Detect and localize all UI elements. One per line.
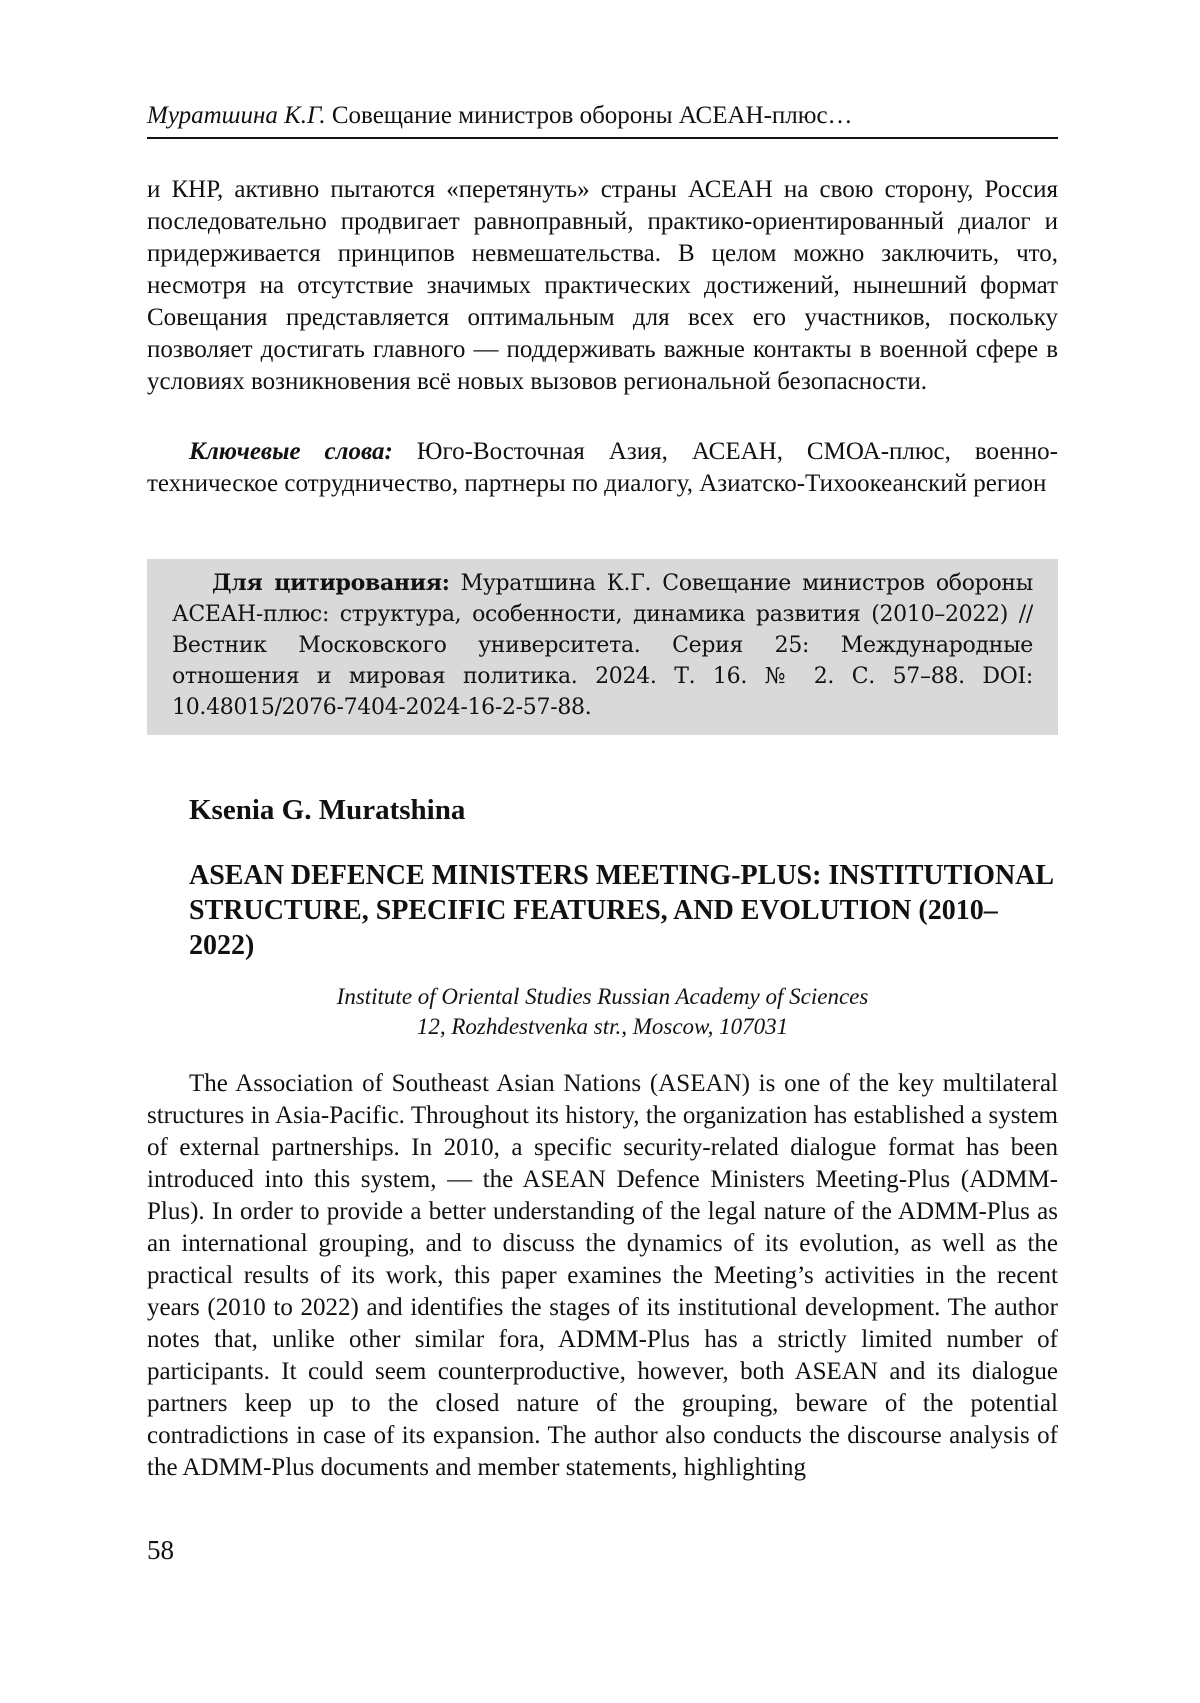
english-abstract-text: The Association of Southeast Asian Nations (ASEAN) is one of the key multilateral structures in Asia-Pacific. Throughout its history, the organization has established a system of external partnerships. In 2010, a specific security-related dialogue format has been introduced into this system, — the ASEAN Defence Ministers Meeting-Plus (ADMM-Plus). In order to provide a better understanding of the legal nature of the ADMM-Plus as an international grouping, and to discuss the dynamics of its evolution, as well as the practical results of its work, this paper examines the Meeting’s activities in the recent years (2010 to 2022) and identifies the stages of its institutional development. The author notes that, unlike other similar fora, ADMM-Plus has a strictly limited number of participants. It could seem counterproductive, however, both ASEAN and its dialogue partners keep up to the closed nature of the grouping, beware of the potential contradictions in case of its expansion. The author also conducts the discourse analysis of the ADMM-Plus documents and member statements, highlighting <box>147 1070 1058 1481</box>
english-affiliation <box>147 982 1058 1042</box>
citation-box <box>147 559 1058 735</box>
running-head-author: Муратшина К.Г. <box>147 102 326 129</box>
english-article-title: ASEAN DEFENCE MINISTERS MEETING-PLUS: INSTITUTIONAL STRUCTURE, SPECIFIC FEATURES, AND EVOLUTION (2010–2022) <box>189 860 1053 961</box>
russian-abstract-text: и КНР, активно пытаются «перетянуть» страны АСЕАН на свою сторону, Россия последовательно продвигает равноправный, практико-ориентированный диалог и придерживается принципов невмешательства. В целом можно заключить, что, несмотря на отсутствие значимых практических достижений, нынешний формат Совещания представляется оптимальным для всех его участников, поскольку позволяет достигать главного — поддерживать важные контакты в военной сфере в условиях возникновения всё новых вызовов региональной безопасности. <box>147 176 1058 395</box>
citation-label: Для цитирования: <box>212 570 450 596</box>
page-number: 58 <box>147 1535 174 1565</box>
english-author-name: Ksenia G. Muratshina <box>189 794 466 826</box>
affiliation-address: 12, Rozhdestvenka str., Moscow, 107031 <box>416 1014 789 1039</box>
citation-text: Муратшина К.Г. Совещание министров обороны АСЕАН-плюс: структура, особенности, динамика развития (2010–2022) // Вестник Московского университета. Серия 25: Международные отношения и мировая политика. 2024. Т. 16. № 2. С. 57–88. DOI: 10.48015/2076-7404-2024-16-2-57-88. <box>172 571 1033 720</box>
keywords-label: Ключевые слова: <box>189 438 393 465</box>
keywords-text: Юго-Восточная Азия, АСЕАН, СМОА-плюс, военно-техническое сотрудничество, партнеры по диалогу, Азиатско-Тихоокеанский регион <box>147 438 1058 497</box>
russian-keywords <box>147 436 1058 500</box>
running-head-title: Совещание министров обороны АСЕАН-плюс… <box>331 102 853 129</box>
running-head <box>147 100 1058 139</box>
affiliation-institute: Institute of Oriental Studies Russian Academy of Sciences <box>336 984 869 1009</box>
citation-paragraph <box>172 568 1033 723</box>
